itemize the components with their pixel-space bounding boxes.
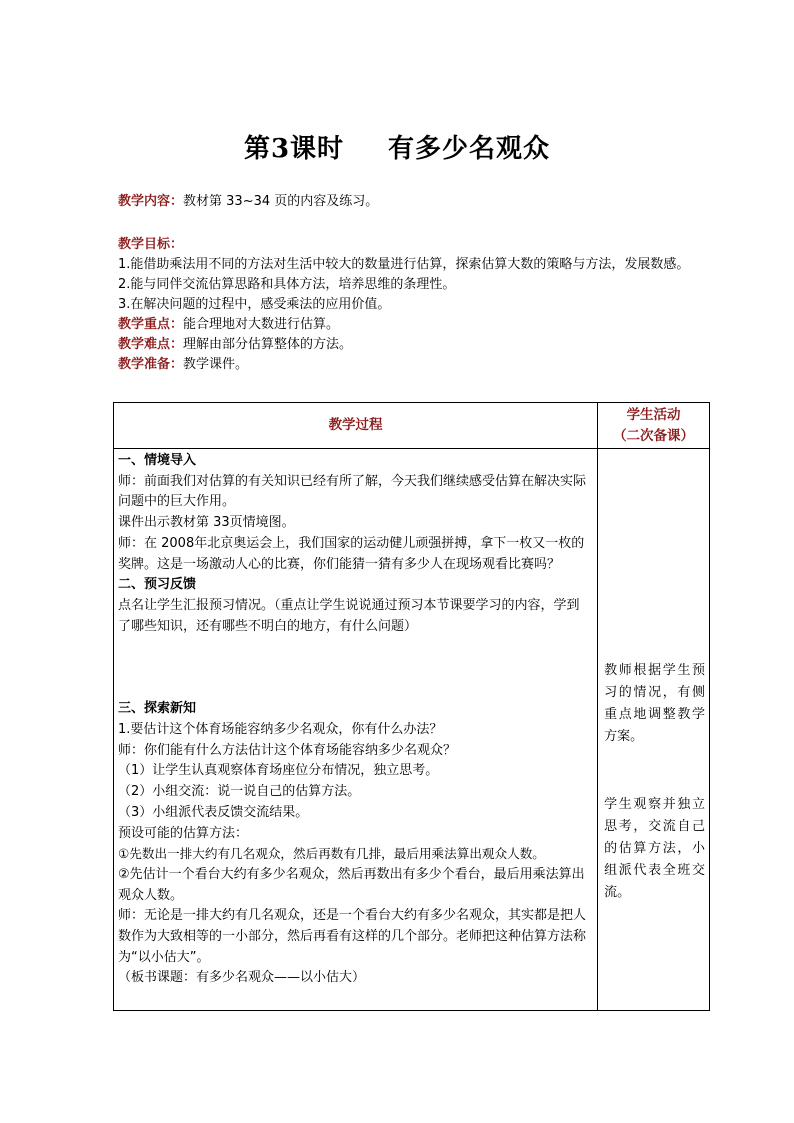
section-heading: 一、情境导入: [118, 453, 197, 468]
teaching-goals: [118, 235, 718, 375]
content-text: 教材第 33~34 页的内容及练习。: [183, 194, 379, 209]
page-title: [0, 128, 794, 165]
section-line: （板书课题：有多少名观众——以小估大）: [118, 970, 366, 986]
section-line: 课件出示教材第 33页情境图。: [118, 515, 295, 531]
lesson-number: 第3课时: [243, 134, 345, 164]
teaching-content: [118, 192, 718, 212]
side-note: 学生观察并独立思考，交流自己的估算方法，小组派代表全班交流。: [604, 797, 705, 900]
section-line: 1.要估计这个体育场能容纳多少名观众，你有什么办法？: [118, 722, 443, 738]
teaching-key-point: [118, 315, 718, 335]
lesson-table: [113, 402, 710, 1011]
section-line: 师：在 2008年北京奥运会上，我们国家的运动健儿顽强拼搏，拿下一枚又一枚的奖牌。这是一场激动人心的比赛，你们能猜一猜有多少人在现场观看比赛吗？: [118, 535, 585, 572]
goals-label: 教学目标：: [118, 237, 184, 252]
process-cell: [114, 449, 598, 1011]
side-note: 教师根据学生预习的情况，有侧重点地调整教学方案。: [604, 663, 705, 744]
section-line: 预设可能的估算方法：: [118, 825, 249, 841]
activity-cell: [598, 449, 710, 1011]
section-line: （3）小组派代表反馈交流结果。: [118, 804, 309, 820]
section-line: （1）让学生认真观察体育场座位分布情况，独立思考。: [118, 763, 439, 779]
goal-item: 2.能与同伴交流估算思路和具体方法，培养思维的条理性。: [118, 277, 456, 292]
section-line: 师：你们能有什么方法估计这个体育场能容纳多少名观众？: [118, 742, 457, 758]
section-heading: 三、探索新知: [118, 701, 197, 717]
teaching-preparation: [118, 355, 718, 375]
section-line: ①先数出一排大约有几名观众，然后再数有几排，最后用乘法算出观众人数。: [118, 846, 545, 862]
key-text: 能合理地对大数进行估算。: [183, 317, 340, 332]
header-activity-line2: （二次备课）: [613, 427, 695, 444]
goal-item: 1.能借助乘法用不同的方法对生活中较大的数量进行估算，探索估算大数的策略与方法，发展数感。: [118, 257, 690, 272]
section-line: （2）小组交流：说一说自己的估算方法。: [118, 784, 361, 800]
section-heading: 二、预习反馈: [118, 577, 197, 593]
header-activity: [598, 403, 710, 449]
header-activity-line1: 学生活动: [626, 406, 681, 423]
section-line: 点名让学生汇报预习情况。（重点让学生说说通过预习本节课要学习的内容，学到了哪些知识，还有哪些不明白的地方，有什么问题）: [118, 597, 580, 634]
prep-text: 教学课件。: [183, 357, 249, 372]
teaching-difficulty: [118, 335, 718, 355]
key-label: 教学重点：: [118, 317, 184, 332]
table-body-row: [114, 449, 710, 1011]
section-line: 师：前面我们对估算的有关知识已经有所了解，今天我们继续感受估算在解决实际问题中的巨大作用。: [118, 473, 587, 510]
difficulty-label: 教学难点：: [118, 337, 184, 352]
table-header-row: [114, 403, 710, 449]
header-process: 教学过程: [114, 403, 598, 449]
section-line: 师：无论是一排大约有几名观众，还是一个看台大约有多少名观众，其实都是把人数作为大致相等的一小部分，然后再看有这样的几个部分。老师把这种估算方法称为“以小估大”。: [118, 908, 587, 965]
content-label: 教学内容：: [118, 194, 184, 209]
lesson-topic: 有多少名观众: [388, 134, 551, 164]
goal-item: 3.在解决问题的过程中，感受乘法的应用价值。: [118, 297, 391, 312]
prep-label: 教学准备：: [118, 357, 184, 372]
difficulty-text: 理解由部分估算整体的方法。: [183, 337, 353, 352]
section-line: ②先估计一个看台大约有多少名观众，然后再数出有多少个看台，最后用乘法算出观众人数。: [118, 866, 585, 903]
